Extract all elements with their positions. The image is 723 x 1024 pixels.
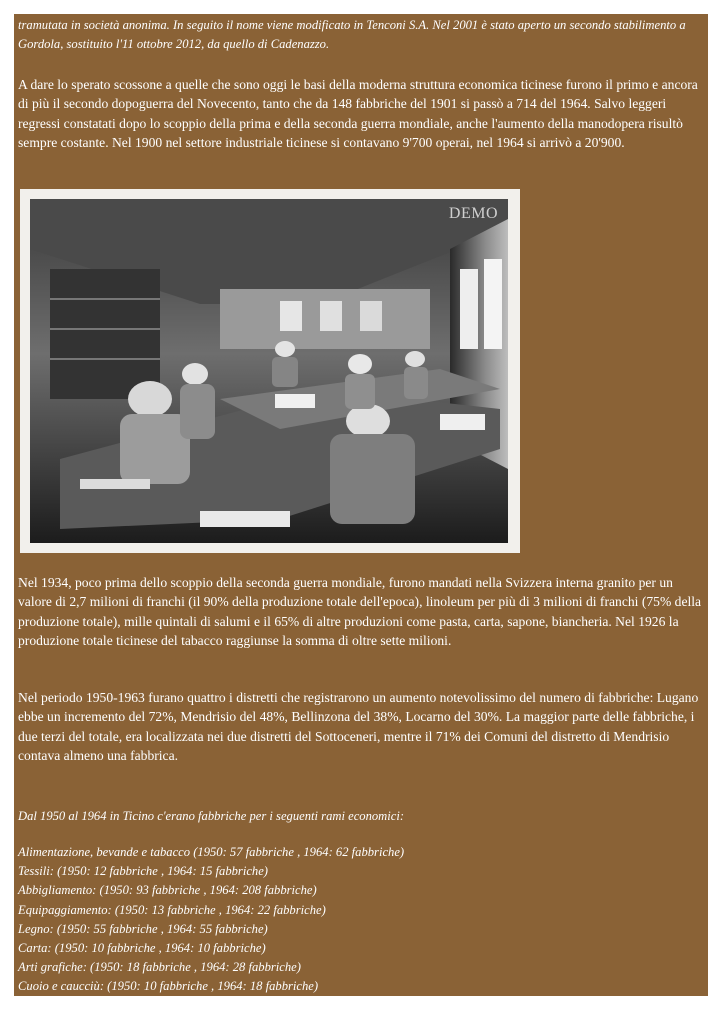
content-panel	[14, 14, 708, 996]
list-item: Arti grafiche: (1950: 18 fabbriche , 1964: 28 fabbriche)	[18, 960, 301, 975]
paragraph-1934: Nel 1934, poco prima dello scoppio della seconda guerra mondiale, furono mandati nella Svizzera interna granito per un valore di 2,7 milioni di franchi (il 90% della produzione totale dell'epoca), linoleum per più di 3 milioni di franchi (75% della produzione totale), mille quintali di salumi e il 65% di altre produzioni come pasta, carta, sapone, biancheria. Nel 1926 la produzione totale ticinese del tabacco raggiunse la somma di oltre sette milioni.	[18, 575, 702, 648]
list-item: Tessili: (1950: 12 fabbriche , 1964: 15 fabbriche)	[18, 864, 268, 879]
branches-list	[18, 843, 706, 997]
demo-watermark: DEMO	[448, 205, 498, 222]
intro-text: tramutata in società anonima. In seguito il nome viene modificato in Tenconi S.A. Nel 2001 è stato aperto un secondo stabilimento a Gordola, sostituito l'11 ottobre 2012, da quello di Cadenazzo.	[18, 18, 686, 51]
paragraph-economy: A dare lo sperato scossone a quelle che sono oggi le basi della moderna struttura economica ticinese furono il primo e ancora di più il secondo dopoguerra del Novecento, tanto che da 148 fabbriche del 1901 si passò a 714 del 1964. Salvo leggeri regressi constatati dopo lo scoppio della prima e della seconda guerra mondiale, anche l'aumento della manodopera risultò sempre costante. Nel 1900 nel settore industriale ticinese si contavano 9'700 operai, nel 1964 si arrivò a 20'900.	[18, 77, 698, 150]
list-item: Alimentazione, bevande e tabacco (1950: 57 fabbriche , 1964: 62 fabbriche)	[18, 845, 405, 859]
branches-title: Dal 1950 al 1964 in Ticino c'erano fabbriche per i seguenti rami economici:	[18, 809, 405, 823]
list-item: Legno: (1950: 55 fabbriche , 1964: 55 fabbriche)	[18, 921, 268, 936]
list-item: Equipaggiamento: (1950: 13 fabbriche , 1964: 22 fabbriche)	[18, 902, 326, 917]
list-item: Cuoio e caucciù: (1950: 10 fabbriche , 1964: 18 fabbriche)	[18, 979, 319, 994]
factory-photo-image	[20, 189, 520, 553]
list-item: Abbigliamento: (1950: 93 fabbriche , 1964: 208 fabbriche)	[18, 883, 317, 898]
paragraph-1950-1963: Nel periodo 1950-1963 furano quattro i distretti che registrarono un aumento notevolissimo del numero di fabbriche: Lugano ebbe un incremento del 72%, Mendrisio del 48%, Bellinzona del 38%, Locarno del 30%. La maggior parte delle fabbriche, i due terzi del totale, era localizzata nei due distretti del Sottoceneri, mentre il 71% dei Comuni del distretto di Mendrisio contava almeno una fabbrica.	[18, 690, 699, 763]
list-item: Carta: (1950: 10 fabbriche , 1964: 10 fabbriche)	[18, 941, 266, 956]
factory-photo	[20, 189, 520, 553]
